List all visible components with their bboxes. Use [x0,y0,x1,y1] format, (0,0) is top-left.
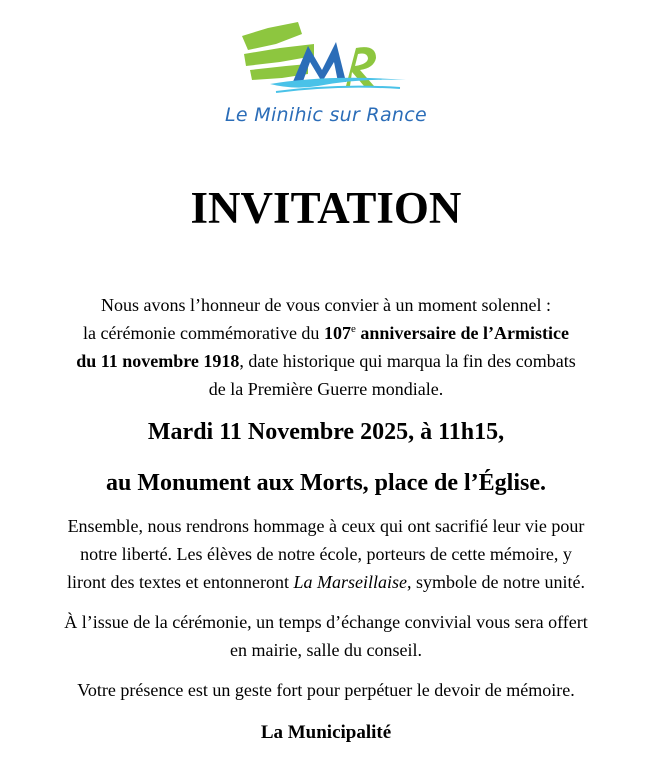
reception-line-1: À l’issue de la cérémonie, un temps d’échange convivial vous sera offert [64,612,588,632]
logo-text: Le Minihic sur Rance [225,104,427,126]
intro-anniversary-label: anniversaire de l’Armistice [355,323,569,343]
event-date: Mardi 11 Novembre 2025, à 11h15, [147,419,505,445]
reception-line-2: en mairie, salle du conseil. [230,640,422,660]
intro-ordinal-suffix: e [350,323,356,335]
signature: La Municipalité [260,722,392,743]
intro-paragraph [0,291,652,403]
closing-sentence: Votre présence est un geste fort pour perpétuer le devoir de mémoire. [77,680,575,700]
intro-line-2a: la cérémonie commémorative du [83,323,324,343]
logo-emblem [210,14,442,104]
anthem-title: La Marseillaise [293,572,407,592]
tribute-line-3a: liront des textes et entonneront [67,572,294,592]
intro-anniversary-number: 107 [323,323,351,343]
tribute-paragraph [0,512,652,596]
invitation-title: INVITATION [190,183,462,233]
intro-armistice-date: du 11 novembre 1918 [76,351,240,371]
intro-line-1: Nous avons l’honneur de vous convier à un moment solennel : [101,295,551,315]
intro-line-3-rest: , date historique qui marqua la fin des combats [239,351,576,371]
event-place: au Monument aux Morts, place de l’Église. [106,470,546,496]
tribute-line-3b: , symbole de notre unité. [407,572,585,592]
tribute-line-2: notre liberté. Les élèves de notre école, porteurs de cette mémoire, y [80,544,572,564]
intro-line-4: de la Première Guerre mondiale. [208,379,444,399]
tribute-line-1: Ensemble, nous rendrons hommage à ceux qui ont sacrifié leur vie pour [67,516,585,536]
municipality-logo [210,14,442,140]
logo-green-shape-top [242,22,302,50]
reception-paragraph [0,608,652,664]
